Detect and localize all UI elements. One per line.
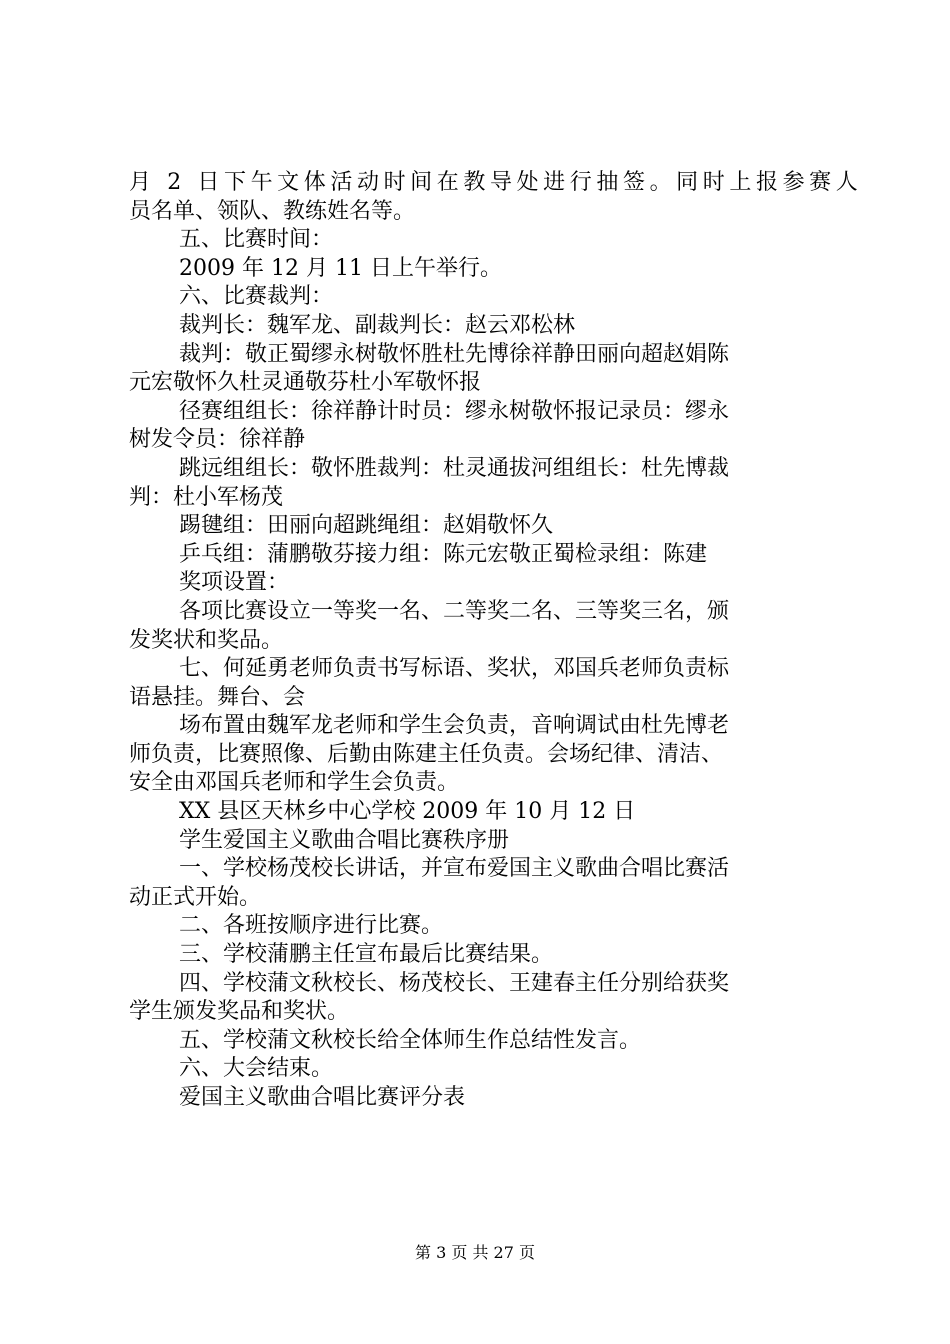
text-line: 学生颁发奖品和奖状。	[129, 999, 350, 1025]
text-line: 一、学校杨茂校长讲话，并宣布爱国主义歌曲合唱比赛活	[179, 856, 730, 882]
text-line: 元宏敬怀久杜灵通敬芬杜小军敬怀报	[129, 370, 482, 396]
text-line: 安全由邓国兵老师和学生会负责。	[129, 770, 460, 796]
text-line: 员名单、领队、教练姓名等。	[129, 198, 416, 224]
text-line: 径赛组组长：徐祥静计时员：缪永树敬怀报记录员：缪永	[179, 398, 730, 424]
text-line: 裁判：敬正蜀缪永树敬怀胜杜先博徐祥静田丽向超赵娟陈	[179, 341, 730, 367]
text-line: 二、各班按顺序进行比赛。	[179, 913, 444, 939]
text-line: 七、何延勇老师负责书写标语、奖状，邓国兵老师负责标	[179, 656, 730, 682]
text-line: 六、大会结束。	[179, 1056, 334, 1082]
text-line: 判：杜小军杨茂	[129, 484, 284, 510]
page-number: 第 3 页 共 27 页	[415, 1243, 535, 1262]
text-line: 月 2 日下午文体活动时间在教导处进行抽签。同时上报参赛人	[129, 170, 863, 195]
text-line: 乒乓组：蒲鹏敬芬接力组：陈元宏敬正蜀检录组：陈建	[179, 541, 708, 567]
section-title: 学生爱国主义歌曲合唱比赛秩序册	[179, 827, 510, 853]
text-line: 五、学校蒲文秋校长给全体师生作总结性发言。	[179, 1027, 642, 1053]
text-line: 树发令员：徐祥静	[129, 427, 306, 453]
text-line: 跳远组组长：敬怀胜裁判：杜灵通拔河组组长：杜先博裁	[179, 455, 730, 481]
text-line: 动正式开始。	[129, 884, 262, 910]
text-line: 师负责，比赛照像、后勤由陈建主任负责。会场纪律、清洁、	[129, 741, 724, 767]
text-line: 奖项设置：	[179, 570, 290, 596]
text-line: 六、比赛裁判：	[179, 284, 334, 310]
text-line: 2009 年 12 月 11 日上午举行。	[179, 255, 502, 281]
text-line: 裁判长：魏军龙、副裁判长：赵云邓松林	[179, 312, 576, 338]
text-line: 语悬挂。舞台、会	[129, 684, 306, 710]
text-line: 场布置由魏军龙老师和学生会负责，音响调试由杜先博老	[179, 713, 730, 739]
text-line: 各项比赛设立一等奖一名、二等奖二名、三等奖三名，颁	[179, 598, 730, 624]
text-line: 踢毽组：田丽向超跳绳组：赵娟敬怀久	[179, 513, 554, 539]
text-line: 五、比赛时间：	[179, 227, 334, 253]
text-line: 四、学校蒲文秋校长、杨茂校长、王建春主任分别给获奖	[179, 970, 730, 996]
text-line: 三、学校蒲鹏主任宣布最后比赛结果。	[179, 942, 554, 968]
text-line: XX 县区天林乡中心学校 2009 年 10 月 12 日	[179, 799, 636, 825]
text-line: 发奖状和奖品。	[129, 627, 284, 653]
section-title: 爱国主义歌曲合唱比赛评分表	[179, 1085, 466, 1110]
document-body	[129, 169, 863, 1113]
